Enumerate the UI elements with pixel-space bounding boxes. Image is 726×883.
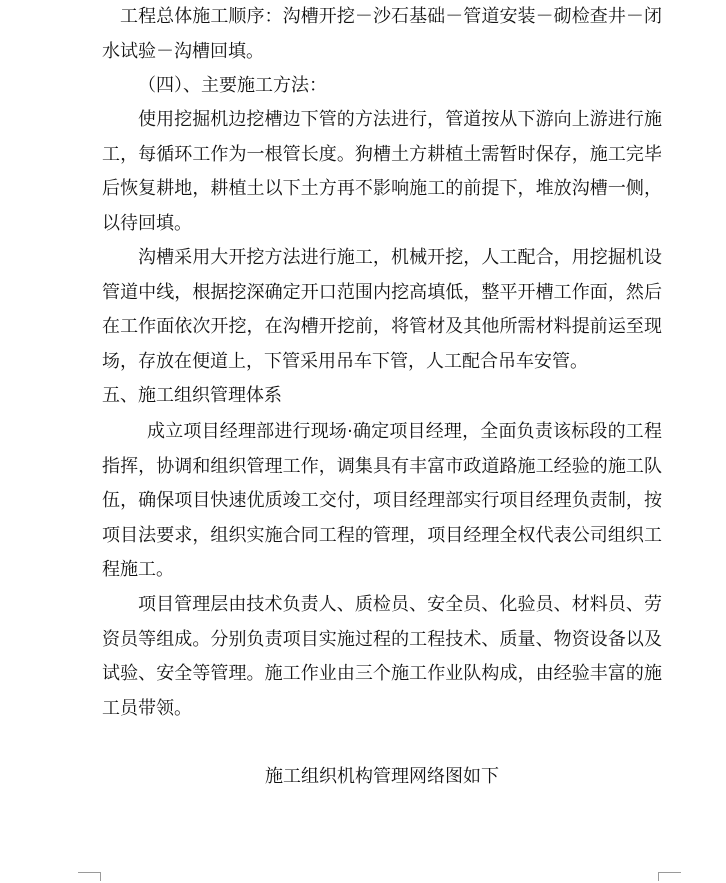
paragraph-trench-excavation: 沟槽采用大开挖方法进行施工，机械开挖，人工配合，用挖掘机设管道中线，根据挖深确定开口范围内挖高填低，整平开槽工作面，然后在工作面依次开挖，在沟槽开挖前，将管材及其他所需材料提前运至现场，存放在便道上，下管采用吊车下管，人工配合吊车安管。 (102, 247, 662, 372)
heading-main-construction-methods: （四）、主要施工方法： (138, 75, 327, 96)
paragraph-construction-sequence: 工程总体施工顺序：沟槽开挖－沙石基础－管道安装－砌检查井－闭水试验－沟槽回填。 (102, 6, 662, 62)
crop-mark-bottom-left (78, 872, 101, 881)
caption-organization-chart: 施工组织机构管理网络图如下 (265, 766, 499, 787)
paragraph-project-manager-department: 成立项目经理部进行现场·确定项目经理，全面负责该标段的工程指挥，协调和组织管理工作，调集具有丰富市政道路施工经验的施工队伍，确保项目快速优质竣工交付，项目经理部实行项目经理负责制，按项目法要求，组织实施合同工程的管理，项目经理全权代表公司组织工程施工。 (102, 421, 662, 581)
paragraph-project-management-layer: 项目管理层由技术负责人、质检员、安全员、化验员、材料员、劳资员等组成。分别负责项目实施过程的工程技术、质量、物资设备以及试验、安全等管理。施工作业由三个施工作业队构成，由经验丰富的施工员带领。 (102, 594, 662, 719)
heading-organization-management-system: 五、施工组织管理体系 (102, 385, 282, 406)
paragraph-excavation-method: 使用挖掘机边挖槽边下管的方法进行，管道按从下游向上游进行施工，每循环工作为一根管长度。狗槽土方耕植土需暂时保存，施工完毕后恢复耕地，耕植土以下土方再不影响施工的前提下，堆放沟槽一侧，以待回填。 (102, 109, 662, 234)
crop-mark-bottom-right (658, 872, 681, 881)
